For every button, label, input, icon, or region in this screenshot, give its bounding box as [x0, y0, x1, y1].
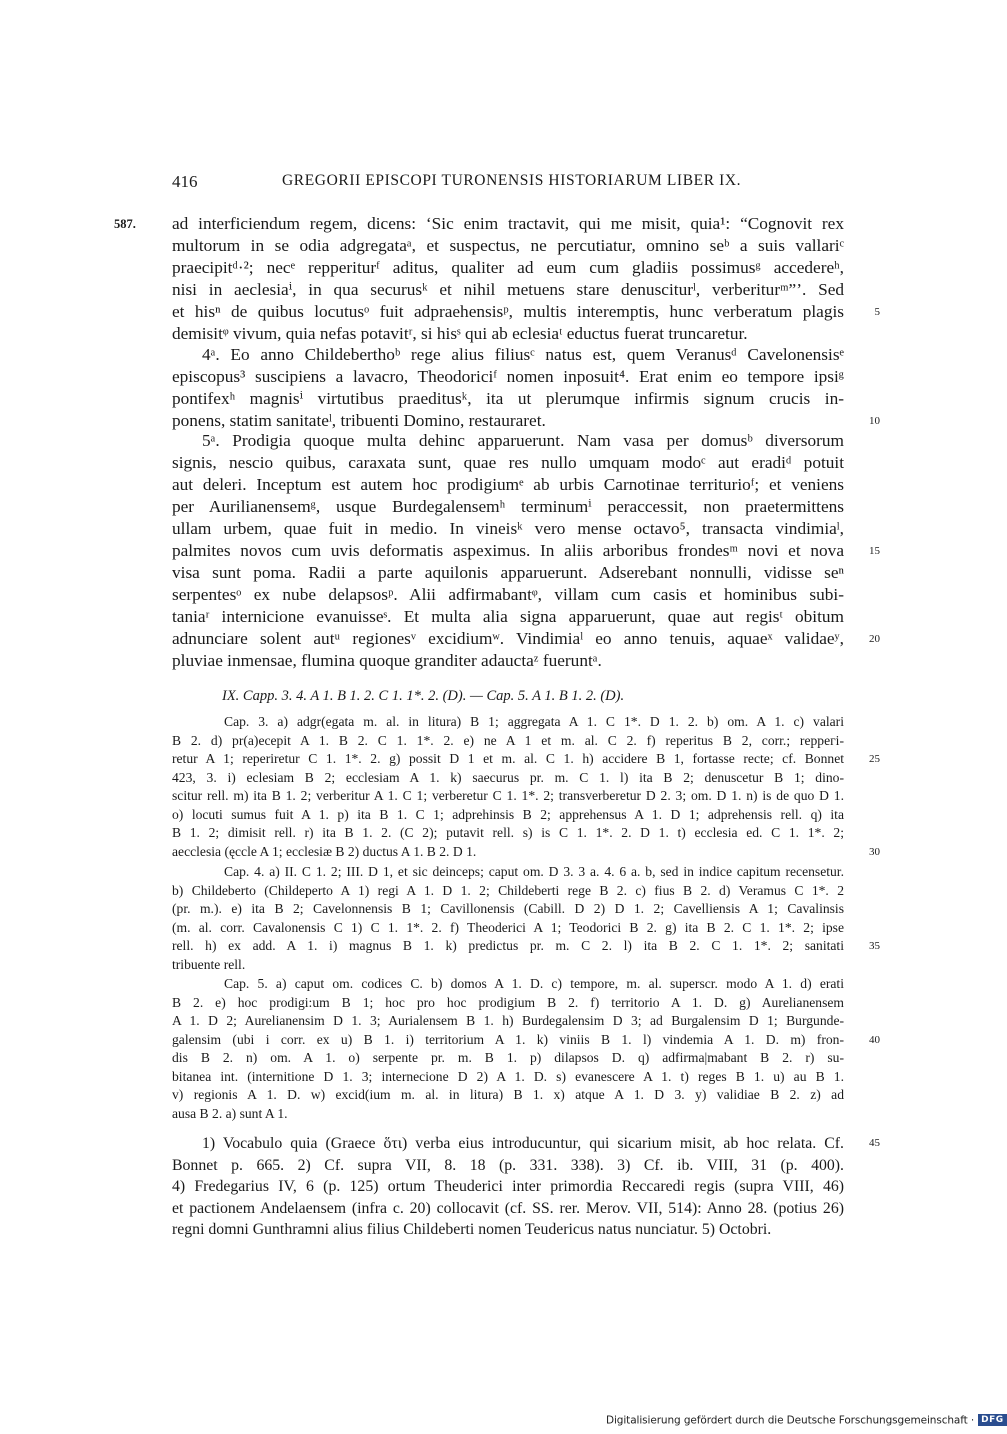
line-number: 25: [869, 753, 880, 765]
text-line: 4ᵃ. Eo anno Childeberthoᵇ rege alius filiusᶜ natus est, quem Veranusᵈ Cavelonensisᵉ: [202, 345, 844, 364]
text-line: ponens, statim sanitateˡ, tribuenti Domino, restauraret. 10: [172, 411, 880, 430]
apparatus-line: o) locuti sumus fuit A 1. p) ita B 1. C 1; adprehinsis B 2; apprehensus A 1. D 1; adprehensis rell. q) ita: [172, 806, 844, 822]
main-text-chapter-4: [172, 344, 880, 432]
footnote-line: et pactionem Andelaensem (infra c. 20) collocavit (cf. SS. rer. Merov. VII, 514): Anno 28. (potius 26): [172, 1199, 844, 1217]
apparatus-cap-3: [172, 713, 880, 861]
apparatus-line: 423, 3. i) eclesiam B 2; ecclesiam A 1. k) saecurus pr. m. C 1. l) ita B 2; denuscetur B 1; dino-: [172, 769, 844, 785]
text-line: pluviae inmensae, flumina quoque granditer adauctaᶻ fueruntᵃ.: [172, 651, 602, 670]
apparatus-cap-5: [172, 975, 880, 1123]
page-header: [172, 172, 842, 194]
apparatus-line: galensim (ubi i corr. ex u) B 1. i) territorium A 1. k) viniis B 1. l) vindemia A 1. D. m) fron- 40: [172, 1031, 844, 1050]
text-line: ullam urbem, quae fuit in medio. In vineisᵏ vero mense octavo⁵, transacta vindimiaˡ,: [172, 519, 844, 538]
apparatus-line: rell. h) ex add. A 1. i) magnus B 1. k) predictus pr. m. C 2. l) ita B 2. C 1. 1*. 2; sanitati 35: [172, 937, 844, 956]
line-number: 40: [869, 1033, 880, 1046]
apparatus-line: Cap. 5. a) caput om. codices C. b) domos A 1. D. c) tempore, m. al. superscr. modo A 1. d) erati: [224, 976, 844, 991]
text-line: pontifexʰ magnisⁱ virtutibus praeditusᵏ, ita ut plerumque infirmis signum crucis in-: [172, 389, 844, 408]
apparatus-line: B 2. d) pr(a)ecepit A 1. B 2. C 1. 1*. 2. e) ne A 1 et m. al. C 2. f) reperitus B 2, corr.; reppeгi-: [172, 732, 844, 748]
text-line: episcopus³ suscipiens a lavacro, Theodoriciᶠ nomen inposuit⁴. Erat enim eo tempore ipsiᵍ: [172, 367, 844, 386]
page-number: 416: [172, 172, 198, 191]
text-line: praecipitᵈ·²; necᵉ repperiturᶠ aditus, qualiter ad eum cum gladiis possimusᵍ accedereʰ,: [172, 258, 844, 277]
text-line: taniaʳ internicione evanuisseˢ. Et multa alia signa apparuerunt, quae aut regisᵗ obitum: [172, 607, 844, 626]
text-line: 5ᵃ. Prodigia quoque multa dehinc apparuerunt. Nam vasa per domusᵇ diversorum: [202, 431, 844, 450]
line-number: 10: [869, 415, 880, 427]
apparatus-line: B 2. e) hoc prodigi:um B 1; hoc pro hoc prodigium B 2. f) territorio A 1. D. g) Aurelianensem: [172, 994, 844, 1010]
footnotes: [172, 1133, 880, 1241]
running-title: GREGORII EPISCOPI TURONENSIS HISTORIARUM LIBER IX.: [282, 172, 742, 189]
dfg-logo-icon: DFG: [978, 1414, 1007, 1426]
apparatus-line: b) Childeberto (Childeperto A 1) regi A 1. D 1. 2; Childeberti rege B 2. c) fius B 2. d) Veramus C 1*. 2: [172, 882, 844, 898]
apparatus-line: dis B 2. n) om. A 1. o) serpente pr. m. B 1. p) dilapsos D. q) adfirma|mabant B 2. r) su-: [172, 1050, 844, 1065]
digitization-text: Digitalisierung gefördert durch die Deutsche Forschungsgemeinschaft ·: [606, 1414, 975, 1427]
text-line: 587. ad interficiendum regem, dicens: ‘Sic enim tractavit, qui me misit, quia¹: “Cognovit rex: [114, 214, 844, 233]
text-line: aut deleri. Inceptum est autem hoc prodigiumᵉ ab urbis Carnotinae territurioᶠ; et veniens: [172, 475, 844, 494]
text-line: multorum in se odia adgregataᵃ, et suspectus, ne percutiatur, omnino seᵇ a suis vallariᶜ: [172, 236, 844, 255]
line-number: 35: [869, 940, 880, 952]
apparatus-line: Cap. 3. a) adgr(egata m. al. in litura) B 1; aggregata A 1. C 1*. D 1. 2. b) om. A 1. c) valari: [224, 714, 844, 729]
apparatus-line: v) regionis A 1. D. w) excid(ium m. al. in litura) B 1. x) atque A 1. D 3. y) validiae B 2. z) ad: [172, 1087, 844, 1102]
text-line: signis, nescio quibus, caraxata sunt, quae res nullo umquam modoᶜ aut eradiᵈ potuit: [172, 453, 844, 472]
text-line: per Aurilianensemᵍ, usque Burdegalensemʰ terminumⁱ peraccessit, non praetermittens: [172, 497, 844, 516]
apparatus-line: A 1. D 2; Aurelianensim D 1. 3; Aurialensem B 1. h) Burdegalensim D 3; ad Burgalensim D 1; Burgunde-: [172, 1013, 844, 1028]
apparatus-line: (pr. m.). e) ita B 2; Cavelonnensis B 1; Cavillonensis (Cabill. D 2) D 1. 2; Cavelliensis A 1; Cavalinsis: [172, 901, 844, 916]
text-line: nisi in aeclesiaⁱ, in qua securusᵏ et nihil metuens stare denusciturˡ, verberiturᵐ”’. Sed: [172, 280, 844, 299]
footnote-line: 4) Fredegarius IV, 6 (p. 125) ortum Theuderici inter primordia Reccaredi regis (supra VIII, 46): [172, 1178, 844, 1195]
line-number: 20: [869, 633, 880, 645]
apparatus-cap-4: [172, 863, 880, 974]
footnote-line: 1) Vocabulo quia (Graece ὅτι) verba eius introducuntur, qui sicarium misit, ab hoc relata. Cf. 45: [172, 1133, 844, 1155]
text-line: visa sunt poma. Radii a parte aquilonis apparuerunt. Adserebant nonnulli, vidisse seⁿ: [172, 563, 844, 582]
year-margin: 587.: [114, 217, 136, 231]
digitization-credit: [606, 1411, 1007, 1427]
apparatus-line: retur A 1; reperiretur C 1. 1*. 2. g) possit D 1 et m. al. C 1. h) accidere B 1, fortasse recte; cf. Bonnet 25: [172, 750, 844, 769]
apparatus-line: ausa B 2. a) sunt A 1.: [172, 1105, 288, 1121]
footnote-line: Bonnet p. 665. 2) Cf. supra VII, 8. 18 (p. 331. 338). 3) Cf. ib. VIII, 31 (p. 400).: [172, 1156, 844, 1174]
apparatus-line: (m. al. corr. Cavalonensis C 1) C 1. 1*. 2. f) Theoderici A 1; Teodorici B 2. g) ita B 2. C 1. 1*. 2; ipse: [172, 919, 844, 935]
apparatus-line: tribuente rell.: [172, 956, 246, 972]
text-line: palmites novos cum uvis deformatis aspeximus. In aliis arboribus frondesᵐ novi et nova 15: [172, 541, 880, 560]
apparatus-line: Cap. 4. a) II. C 1. 2; III. D 1, et sic deinceps; caput om. D 3. 3 a. 4. 6 a. b, sed in indice capitum recensetur.: [224, 864, 844, 879]
line-number: 30: [869, 845, 880, 858]
text-line: et hisⁿ de quibus locutusᵒ fuit adpraehensisᵖ, multis interemptis, hunc verberatum plagis 5: [172, 302, 880, 321]
apparatus-line: aecclesia (ęccle A 1; ecclesiæ B 2) ductus A 1. B 2. D 1. 30: [172, 843, 844, 862]
manuscript-sigla: IX. Capp. 3. 4. A 1. B 1. 2. C 1. 1*. 2. (D). — Cap. 5. A 1. B 1. 2. (D).: [222, 688, 625, 704]
text-line: serpentesᵒ ex nube delapsosᵖ. Alii adfirmabantᵠ, villam cum casis et hominibus subi-: [172, 585, 844, 604]
apparatus-line: B 1. 2; dimisit rell. r) ita B 1. 2. (C 2); putavit rell. s) is C 1. 1*. 2. D 1. t) ecclesia ed. C 1. 1*. 2;: [172, 825, 844, 840]
main-text-chapter-3: [114, 213, 880, 345]
main-text-chapter-5: [172, 430, 880, 672]
apparatus-line: scitur rell. m) ita B 1. 2; verberitur A 1. C 1; verberetur C 1. 1*. 2; transverberetur D 2. 3; om. D 1. n) is de quo D 1.: [172, 788, 844, 803]
text-line: adnunciare solent autᵘ regionesᵛ excidiumʷ. Vindimiaˡ eo anno tenuis, aquaeˣ validaeʸ, 20: [172, 629, 880, 648]
line-number: 45: [869, 1137, 880, 1149]
apparatus-line: bitanea int. (internitione D 1. 3; internecione D 2) A 1. D. s) evanescere A 1. t) reges B 1. u) au B 1.: [172, 1068, 844, 1084]
line-number: 15: [869, 545, 880, 557]
text-line: demisitᵠ vivum, quia nefas potavitʳ, si hisˢ qui ab eclesiaᵗ eductus fuerat truncaretur.: [172, 324, 748, 343]
line-number: 5: [874, 306, 880, 318]
footnote-line: regni domni Gunthramni alius filius Childeberti nomen Teudericus natus nunciatur. 5) Octobri.: [172, 1221, 772, 1238]
